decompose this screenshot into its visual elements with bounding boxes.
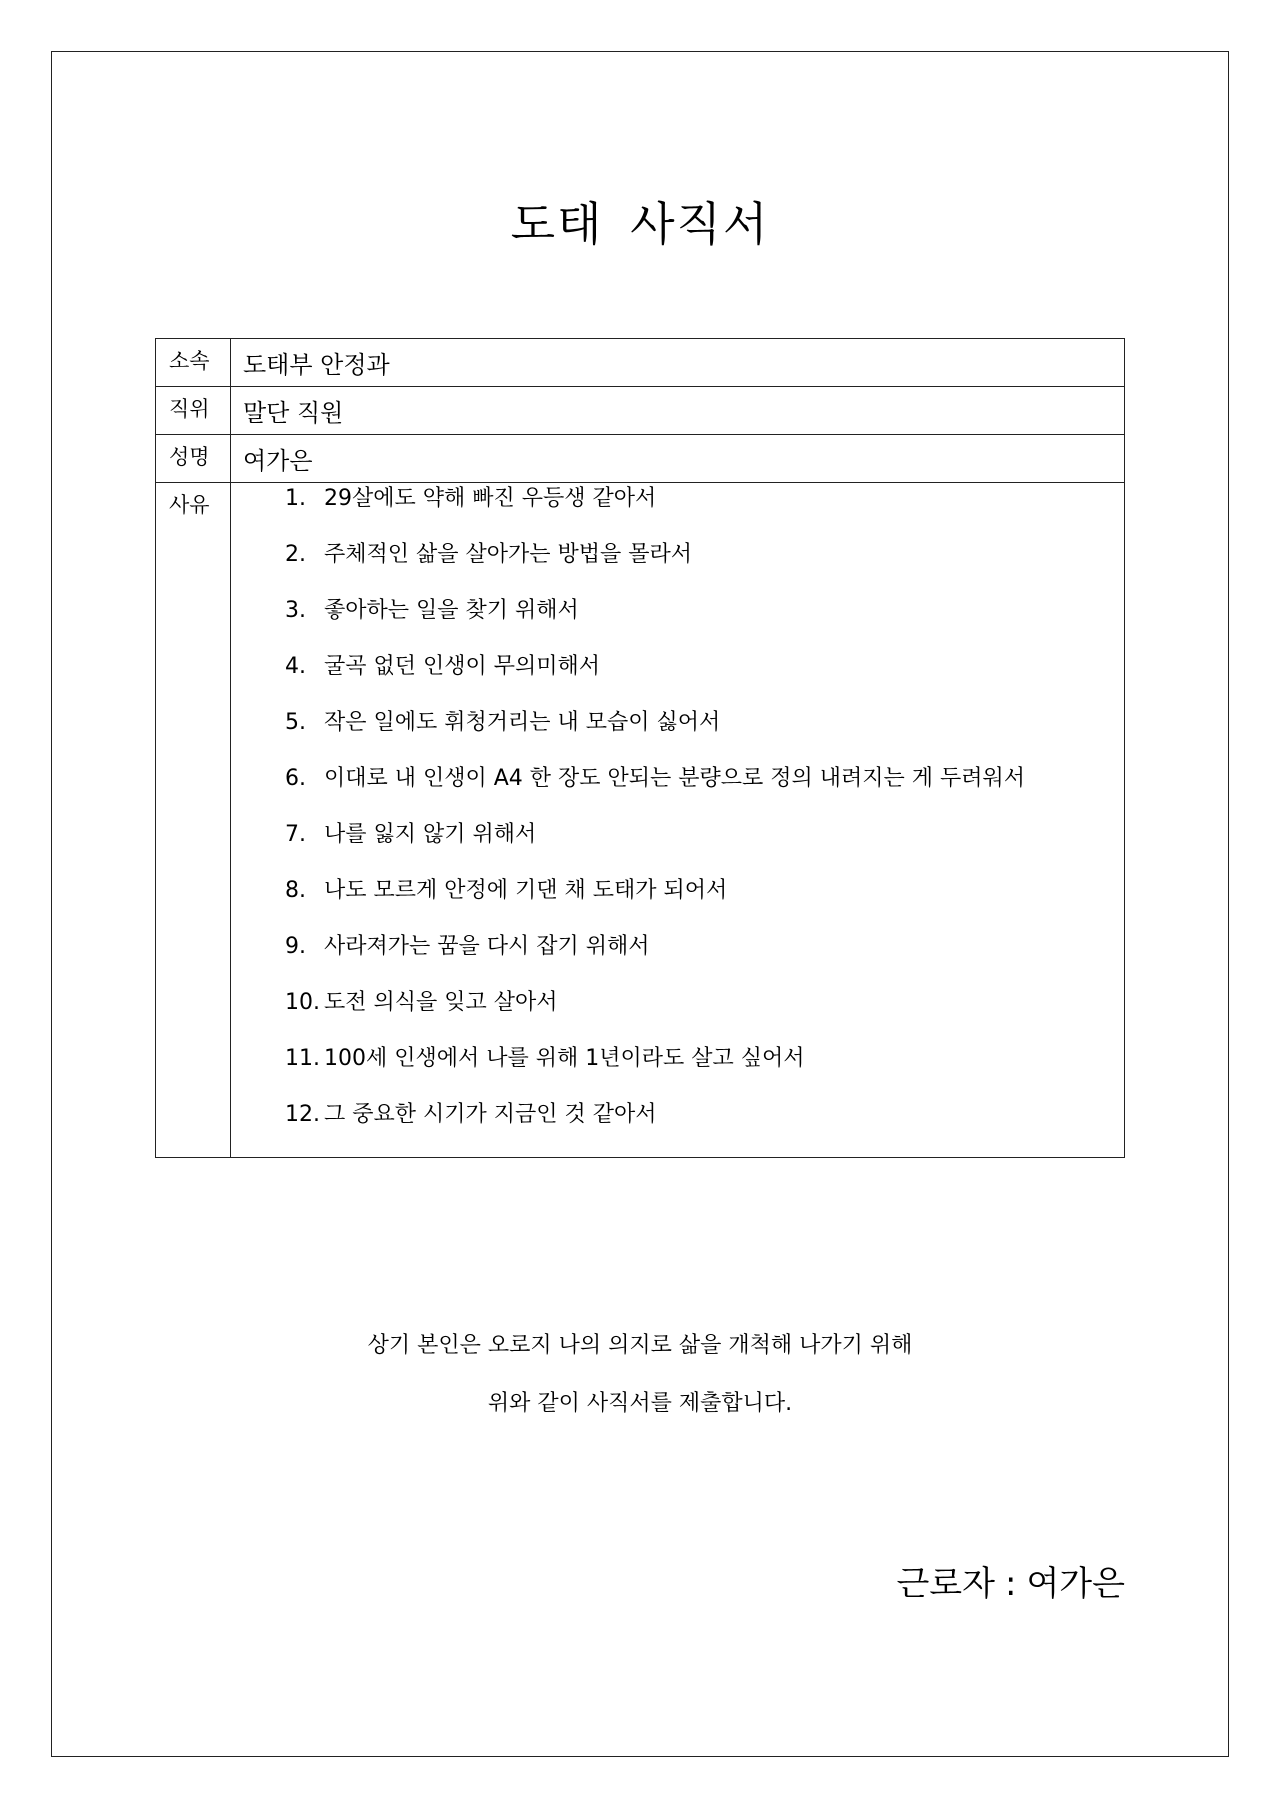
reason-number: 9.: [285, 934, 306, 959]
reason-number: 8.: [285, 878, 306, 903]
document-title: 도태 사직서: [510, 197, 770, 251]
table-row-affiliation: [156, 339, 1125, 387]
reason-text: 도전 의식을 잊고 살아서: [324, 990, 558, 1015]
reason-text: 100세 인생에서 나를 위해 1년이라도 살고 싶어서: [324, 1046, 805, 1071]
reason-number: 6.: [285, 766, 306, 791]
list-item: [231, 485, 1124, 541]
reason-text: 29살에도 약해 빠진 우등생 같아서: [324, 486, 657, 511]
reason-number: 10.: [285, 990, 320, 1015]
signature-label: 근로자: [896, 1564, 995, 1604]
info-table: [155, 338, 1125, 1158]
table-row-position: [156, 387, 1125, 435]
reasons-cell: [231, 483, 1125, 1158]
reason-text: 나도 모르게 안정에 기댄 채 도태가 되어서: [324, 878, 728, 903]
affiliation-value: 도태부 안정과: [231, 339, 1125, 387]
list-item: [231, 597, 1124, 653]
name-label: 성명: [156, 435, 231, 483]
reason-number: 5.: [285, 710, 306, 735]
name-value: 여가은: [231, 435, 1125, 483]
reason-number: 12.: [285, 1102, 320, 1127]
position-label: 직위: [156, 387, 231, 435]
reason-number: 1.: [285, 486, 306, 511]
list-item: [231, 877, 1124, 933]
reason-text: 사라져가는 꿈을 다시 잡기 위해서: [324, 934, 650, 959]
closing-statement-line-2: 위와 같이 사직서를 제출합니다.: [487, 1391, 793, 1416]
reason-number: 4.: [285, 654, 306, 679]
list-item: [231, 709, 1124, 765]
position-value: 말단 직원: [231, 387, 1125, 435]
closing-statement-line-1: 상기 본인은 오로지 나의 의지로 삶을 개척해 나가기 위해: [367, 1333, 913, 1358]
signature-line: [896, 1562, 1125, 1606]
list-item: [231, 541, 1124, 597]
reason-text: 이대로 내 인생이 A4 한 장도 안되는 분량으로 정의 내려지는 게 두려워서: [324, 766, 1026, 791]
list-item: [231, 653, 1124, 709]
list-item: [231, 933, 1124, 989]
reason-number: 11.: [285, 1046, 320, 1071]
list-item: [231, 989, 1124, 1045]
reason-number: 3.: [285, 598, 306, 623]
signature-name: 여가은: [1026, 1564, 1125, 1604]
signature-separator: :: [1004, 1564, 1017, 1604]
reason-text: 그 중요한 시기가 지금인 것 같아서: [324, 1102, 657, 1127]
reason-text: 굴곡 없던 인생이 무의미해서: [324, 654, 601, 679]
table-row-name: [156, 435, 1125, 483]
reason-text: 좋아하는 일을 찾기 위해서: [324, 598, 579, 623]
reason-number: 2.: [285, 542, 306, 567]
table-row-reasons: [156, 483, 1125, 1158]
reasons-label: 사유: [156, 483, 231, 1158]
reason-text: 작은 일에도 휘청거리는 내 모습이 싫어서: [324, 710, 721, 735]
list-item: [231, 765, 1124, 821]
list-item: [231, 1101, 1124, 1157]
list-item: [231, 821, 1124, 877]
reason-text: 나를 잃지 않기 위해서: [324, 822, 537, 847]
reason-number: 7.: [285, 822, 306, 847]
reason-text: 주체적인 삶을 살아가는 방법을 몰라서: [324, 542, 693, 567]
affiliation-label: 소속: [156, 339, 231, 387]
list-item: [231, 1045, 1124, 1101]
reasons-list: [231, 483, 1124, 1157]
